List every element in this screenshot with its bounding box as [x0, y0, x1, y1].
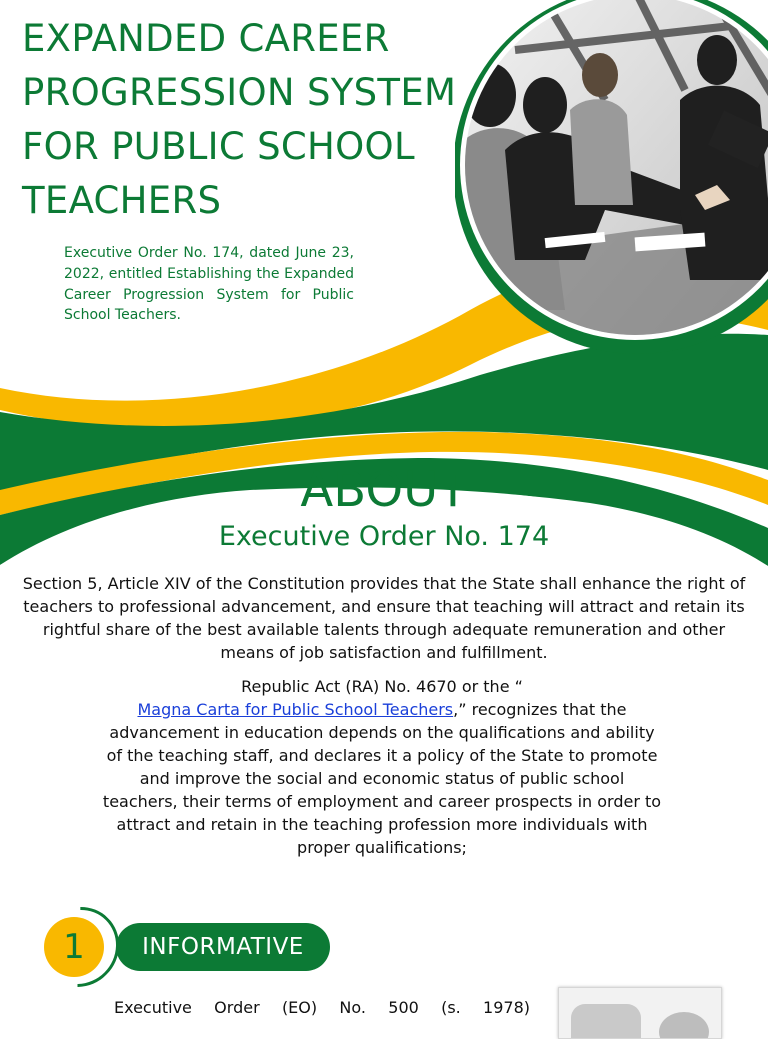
document-thumbnail [558, 987, 722, 1039]
about-subheading: Executive Order No. 174 [218, 521, 550, 552]
about-heading: ABOUT [300, 462, 468, 518]
section-label-pill: INFORMATIVE [116, 923, 330, 971]
page-subtitle: Executive Order No. 174, dated June 23, 2022, entitled Establishing the Expanded Career Progression System for Public School Teachers. [64, 245, 354, 324]
magna-carta-link[interactable]: Magna Carta for Public School Teachers [137, 700, 454, 719]
about-paragraph-magna-carta [100, 675, 664, 859]
page-title: EXPANDED CAREER PROGRESSION SYSTEM FOR PUBLIC SCHOOL TEACHERS [22, 17, 457, 222]
about-paragraph-constitution: Section 5, Article XIV of the Constitution provides that the State shall enhance the right of teachers to professional advancement, and ensure that teaching will attract and retain its rightful share of the best available talents through adequate remuneration and other means of job satisfaction and fulfillment. [22, 574, 746, 662]
paragraph2-rest: ,” recognizes that the advancement in education depends on the qualifications and ability of the teaching staff, and declares it a policy of the State to promote and improve the social and economic status of public school teachers, their terms of employment and career prospects in order to attract and retain in the teaching profession more individuals with proper qualifications; [102, 700, 662, 857]
thumbnail-shape-round [659, 1012, 709, 1039]
paragraph2-intro: Republic Act (RA) No. 4670 or the “ [241, 677, 523, 696]
thumbnail-shape [571, 1004, 641, 1039]
section-text: Executive Order (EO) No. 500 (s. 1978) [114, 998, 530, 1017]
section-number-badge: 1 [44, 917, 104, 977]
handshake-photo [455, 0, 768, 370]
